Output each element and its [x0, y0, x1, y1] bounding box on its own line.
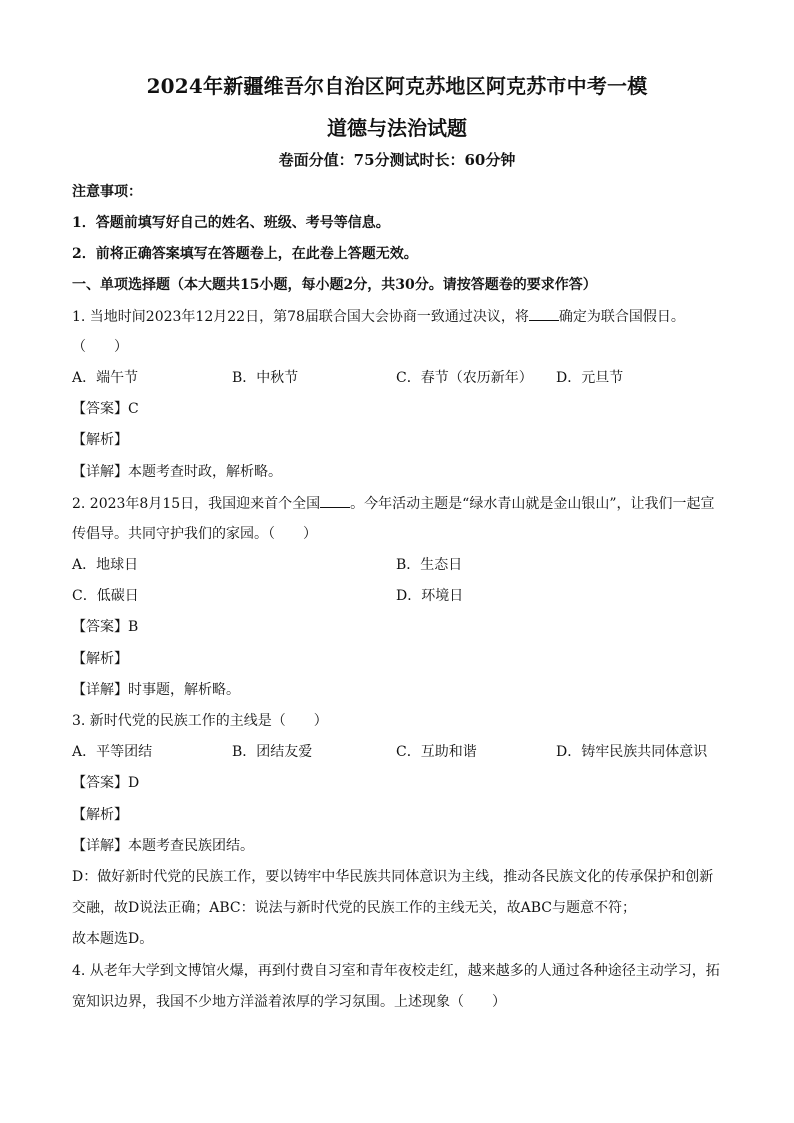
question-2-stem-line2: 传倡导。共同守护我们的家园。（ ）	[72, 526, 317, 542]
question-3-option-d: D．铸牢民族共同体意识	[556, 744, 708, 760]
question-1-option-a: A．端午节	[72, 370, 139, 386]
question-1-detail: 【详解】本题考查时政，解析略。	[72, 464, 282, 480]
question-3-explain-3: 故本题选D。	[72, 931, 154, 947]
question-3-option-c: C．互助和谐	[396, 744, 477, 760]
notes-item-2: 2．前将正确答案填写在答题卷上，在此卷上答题无效。	[72, 246, 418, 262]
question-3-explain-2: 交融，故D说法正确；ABC：说法与新时代党的民族工作的主线无关，故ABC与题意不符；	[72, 900, 636, 916]
exam-title-line1: 2024年新疆维吾尔自治区阿克苏地区阿克苏市中考一模	[146, 74, 648, 98]
question-2-option-a: A．地球日	[72, 557, 139, 573]
exam-subtitle: 卷面分值：75分测试时长：60分钟	[278, 151, 516, 169]
question-3-stem: 3. 新时代党的民族工作的主线是（ ）	[72, 713, 328, 729]
section-heading: 一、单项选择题（本大题共15小题，每小题2分，共30分。请按答题卷的要求作答）	[72, 277, 597, 293]
question-3-option-b: B．团结友爱	[232, 744, 313, 760]
question-2-detail: 【详解】时事题，解析略。	[72, 682, 240, 698]
question-2-answer: 【答案】B	[72, 619, 139, 635]
question-1-option-b: B．中秋节	[232, 370, 299, 386]
answer-blank	[320, 493, 350, 508]
question-1-option-d: D．元旦节	[556, 370, 624, 386]
question-1-option-c: C．春节（农历新年）	[396, 370, 533, 386]
question-2-analysis: 【解析】	[72, 651, 128, 667]
question-3-answer: 【答案】D	[72, 775, 140, 791]
question-3-detail: 【详解】本题考查民族团结。	[72, 838, 254, 854]
question-1-stem-line2: （ ）	[72, 339, 128, 355]
question-1-analysis: 【解析】	[72, 432, 128, 448]
question-2-stem: 2. 2023年8月15日，我国迎来首个全国 。今年活动主题是“绿水青山就是金山银山”，让我们一起宣	[72, 493, 732, 514]
question-3-explain-1: D：做好新时代党的民族工作，要以铸牢中华民族共同体意识为主线，推动各民族文化的传承保护和创新	[72, 869, 714, 885]
notes-heading: 注意事项：	[72, 184, 142, 200]
exam-title-line2: 道德与法治试题	[327, 116, 467, 140]
question-3-analysis: 【解析】	[72, 807, 128, 823]
question-3-option-a: A．平等团结	[72, 744, 153, 760]
question-4-stem-line2: 宽知识边界，我国不少地方洋溢着浓厚的学习氛围。上述现象（ ）	[72, 994, 506, 1010]
question-2-option-d: D．环境日	[396, 588, 464, 604]
question-2-option-c: C．低碳日	[72, 588, 139, 604]
question-1-answer: 【答案】C	[72, 401, 139, 417]
notes-item-1: 1．答题前填写好自己的姓名、班级、考号等信息。	[72, 215, 390, 231]
answer-blank	[529, 306, 559, 321]
question-4-stem-line1: 4. 从老年大学到文博馆火爆，再到付费自习室和青年夜校走红，越来越多的人通过各种途径主动学习，拓	[72, 963, 720, 979]
question-1-stem: 1. 当地时间2023年12月22日，第78届联合国大会协商一致通过决议，将 确定为联合国假日。	[72, 306, 732, 327]
question-2-option-b: B．生态日	[396, 557, 463, 573]
